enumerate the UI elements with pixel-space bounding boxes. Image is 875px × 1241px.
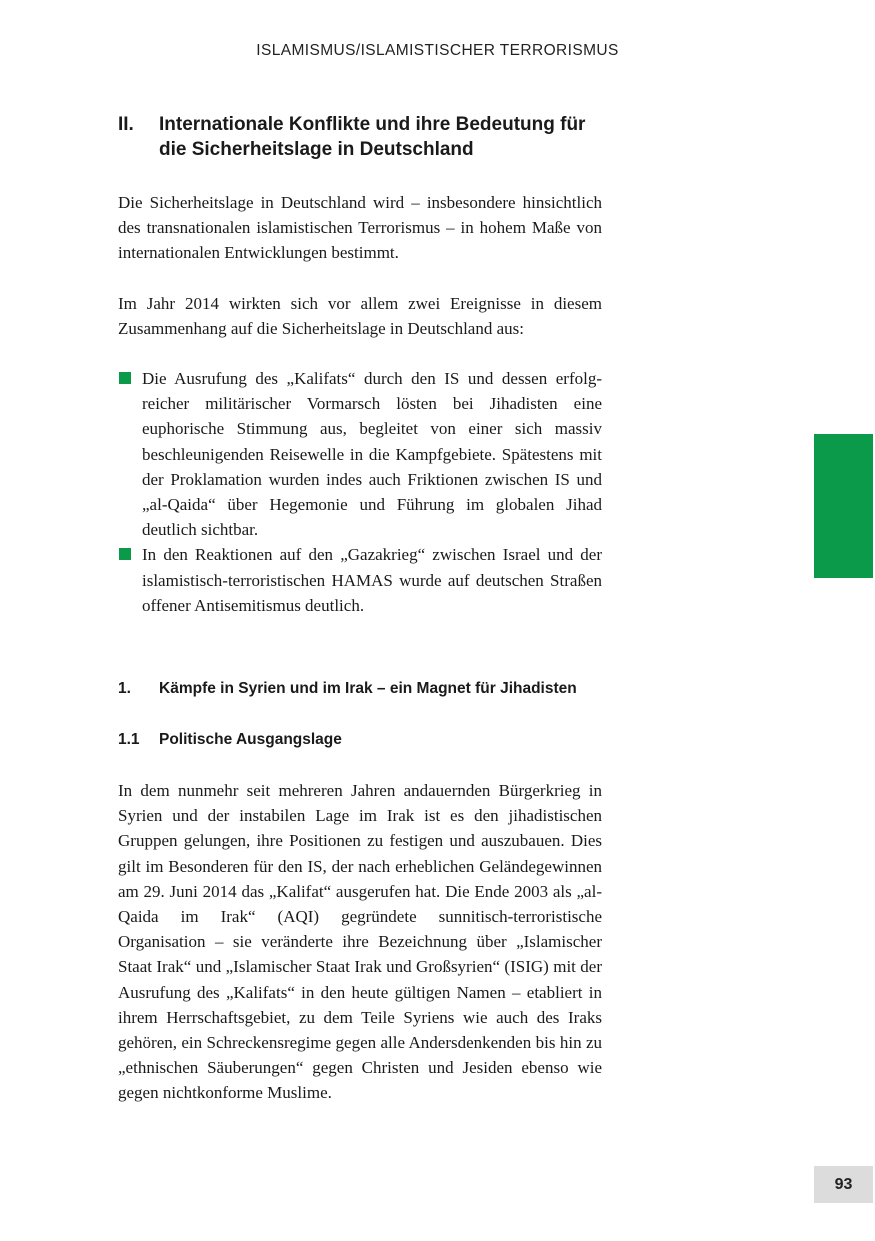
subsubsection-heading xyxy=(118,729,602,751)
subsection-title: Kämpfe in Syrien und im Irak – ein Magnet für Jihadisten xyxy=(159,680,577,698)
body-paragraph: In dem nunmehr seit mehreren Jahren andauernden Bürgerkrieg in Syrien und der instabilen Lage im Irak ist es den jihadistischen Gruppen gelungen, ihre Positionen zu festigen und auszubauen. Dies gilt im Besonderen für den IS, der nach erheblichen Geländegewinnen am 29. Juni 2014 das „Kalifat“ ausgerufen hat. Die Ende 2003 als „al-Qaida im Irak“ (AQI) gegründete sunnitisch-terroristische Organisation – sie veränderte ihre Bezeichnung über „Islamischer Staat Irak“ und „Islamischer Staat Irak und Großsyrien“ (ISIG) mit der Ausrufung des „Kalifats“ in den heute gültigen Namen – etabliert in ihrem Herrschaftsgebiet, zu dem Teile Syriens wie auch des Iraks gehören, ein Schreckensregime gegen alle Andersdenkenden bis hin zu „ethnischen Säuberungen“ gegen Christen und Jesiden ebenso wie gegen nichtkonforme Muslime. xyxy=(118,781,602,1103)
section-heading xyxy=(118,112,602,162)
subsubsection-number: 1.1 xyxy=(118,731,140,749)
list-item xyxy=(118,542,602,618)
intro-paragraph: Die Sicherheitslage in Deutschland wird – insbesondere hinsichtlich des transnationalen islamistischen Terrorismus – in hohem Maße von internationalen Entwicklungen bestimmt. xyxy=(118,193,602,263)
list-item-text: In den Reaktionen auf den „Gazakrieg“ zwischen Israel und der islamistisch-terroristischen HAMAS wurde auf deutschen Straßen offener Antisemitismus deutlich. xyxy=(142,545,602,615)
page-content xyxy=(118,112,602,1106)
events-list xyxy=(118,366,602,618)
green-square-bullet-icon xyxy=(119,372,131,384)
chapter-thumb-tab xyxy=(814,434,873,578)
running-header: ISLAMISMUS/ISLAMISTISCHER TERRORISMUS xyxy=(256,42,619,59)
subsection-number: 1. xyxy=(118,680,131,698)
events-paragraph: Im Jahr 2014 wirkten sich vor allem zwei Ereignisse in diesem Zusammenhang auf die Sicherheitslage in Deutschland aus: xyxy=(118,293,602,338)
section-number: II. xyxy=(118,114,134,135)
list-item-text: Die Ausrufung des „Kalifats“ durch den IS und dessen erfolgreicher militärischer Vormarsch lösten bei Jihadisten eine euphorische Stimmung aus, begleitet von einer sich massiv beschleunigenden Reisewelle in die Kampfgebiete. Spätestens mit der Proklamation wurden indes auch Friktionen zwischen IS und „al-Qaida“ über Hegemonie und Führung im globalen Jihad deutlich sichtbar. xyxy=(142,369,602,540)
green-square-bullet-icon xyxy=(119,548,131,560)
list-item xyxy=(118,366,602,542)
section-title: Internationale Konflikte und ihre Bedeutung für die Sicherheitslage in Deutschland xyxy=(159,114,586,160)
subsection-heading xyxy=(118,678,602,700)
page-number: 93 xyxy=(814,1166,873,1203)
subsubsection-title: Politische Ausgangslage xyxy=(159,731,342,749)
